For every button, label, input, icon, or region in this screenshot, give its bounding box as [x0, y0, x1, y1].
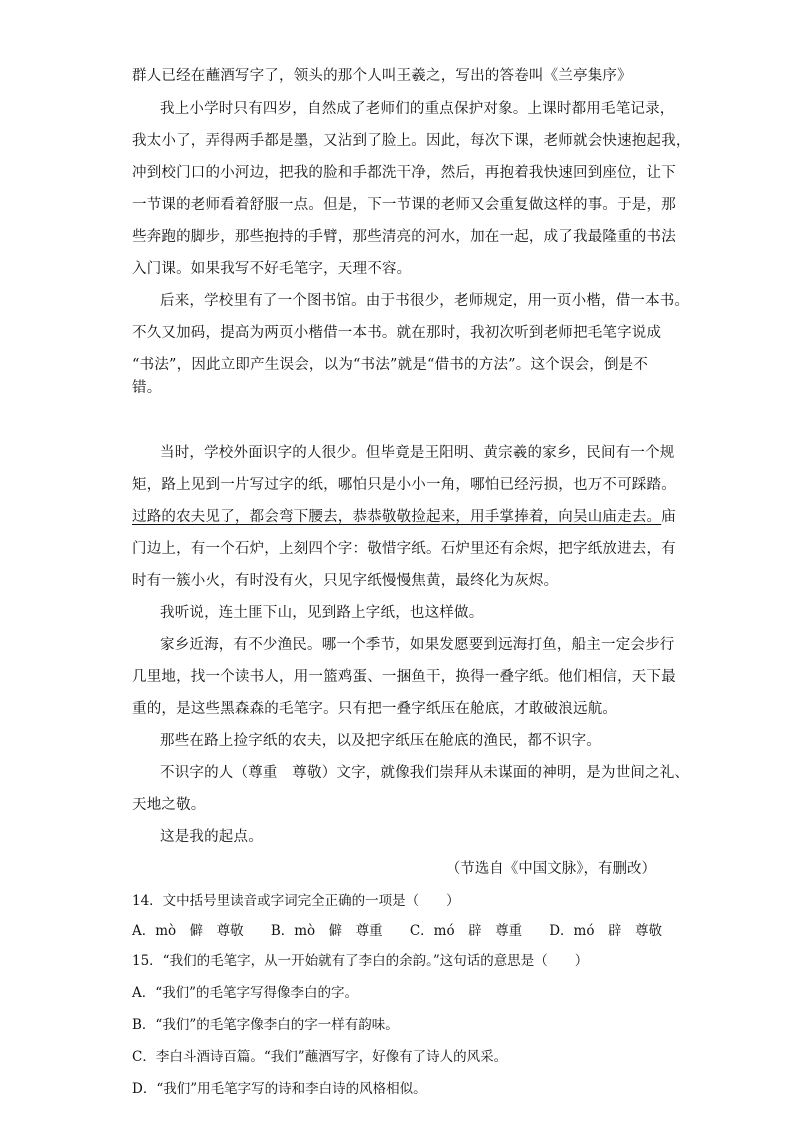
passage-line: 一节课的老师看着舒服一点。但是，下一节课的老师又会重复做这样的事。于是，那 [132, 197, 676, 213]
passage-line: 群人已经在蘸酒写字了，领头的那个人叫王羲之，写出的答卷叫《兰亭集序》 [132, 68, 632, 84]
passage-line: 错。 [132, 380, 162, 396]
passage-line: 我上小学时只有四岁，自然成了老师们的重点保护对象。上课时都用毛笔记录， [160, 101, 675, 117]
passage-line: 不识字的人（尊重 尊敬）文字，就像我们崇拜从未谋面的神明，是为世间之礼、 [160, 765, 690, 781]
passage-line: 家乡近海，有不少渔民。哪一个季节，如果发愿要到远海打鱼，船主一定会步行 [160, 637, 675, 653]
source-attribution: （节选自《中国文脉》，有删改） [445, 861, 656, 877]
passage-line: 重的，是这些黑森森的毛笔字。只有把一叠字纸压在舱底，才敢破浪远航。 [132, 701, 618, 717]
question-14-stem: 14．文中括号里读音或字词完全正确的一项是（ ） [132, 893, 460, 909]
passage-line: 那些在路上捡字纸的农夫，以及把字纸压在舱底的渔民，都不识字。 [160, 733, 601, 749]
passage-line: 这是我的起点。 [160, 829, 263, 845]
passage-line: “书法”，因此立即产生误会，以为“书法”就是“借书的方法”。这个误会，倒是不 [132, 357, 649, 373]
option-d: D．mó 辟 尊敬 [549, 923, 662, 939]
passage-line: 门边上，有一个石炉，上刻四个字：敬惜字纸。石炉里还有余烬，把字纸放进去，有 [132, 541, 676, 557]
option-a: A．“我们”的毛笔字写得像李白的字。 [132, 985, 359, 1001]
passage-line: 入门课。如果我写不好毛笔字，天理不容。 [132, 261, 412, 277]
line-end-text: 庙 [661, 509, 676, 525]
option-a: A．mò 僻 尊敬 [132, 923, 244, 939]
question-15-stem: 15．“我们的毛笔字，从一开始就有了李白的余韵。”这句话的意思是（ ） [132, 953, 589, 969]
underlined-sentence [132, 507, 676, 527]
option-c: C．mó 辟 尊重 [409, 923, 523, 939]
passage-line: 我太小了，弄得两手都是墨，又沾到了脸上。因此，每次下课，老师就会快速抱起我， [132, 133, 691, 149]
passage-line: 冲到校门口的小河边，把我的脸和手都洗干净，然后，再抱着我快速回到座位，让下 [132, 165, 676, 181]
passage-line: 矩，路上见到一片写过字的纸，哪怕只是小小一角，哪怕已经污损，也万不可踩踏。 [132, 477, 676, 493]
passage-line: 几里地，找一个读书人，用一篮鸡蛋、一捆鱼干，换得一叠字纸。他们相信，天下最 [132, 669, 676, 685]
question-14-options [132, 921, 662, 941]
option-b: B．“我们”的毛笔字像李白的字一样有韵味。 [132, 1017, 399, 1033]
option-c: C．李白斗酒诗百篇。“我们”蘸酒写字，好像有了诗人的风采。 [132, 1049, 508, 1065]
passage-line: 不久又加码，提高为两页小楷借一本书。就在那时，我初次听到老师把毛笔字说成 [132, 325, 662, 341]
passage-line: 当时，学校外面识字的人很少。但毕竟是王阳明、黄宗羲的家乡，民间有一个规 [160, 445, 675, 461]
passage-line: 时有一簇小火，有时没有火，只见字纸慢慢焦黄，最终化为灰烬。 [132, 573, 559, 589]
option-b: B．mò 僻 尊重 [270, 923, 383, 939]
option-d: D．“我们”用毛笔字写的诗和李白诗的风格相似。 [132, 1081, 427, 1097]
passage-line: 后来，学校里有了一个图书馆。由于书很少，老师规定，用一页小楷，借一本书。 [160, 293, 690, 309]
underlined-text: 过路的农夫见了，都会弯下腰去，恭恭敬敬捡起来，用手掌捧着，向吴山庙走去。 [132, 509, 662, 525]
passage-line: 些奔跑的脚步，那些抱持的手臂，那些清亮的河水，加在一起，成了我最隆重的书法 [132, 229, 676, 245]
passage-line: 天地之敬。 [132, 797, 206, 813]
passage-line: 我听说，连土匪下山，见到路上字纸，也这样做。 [160, 605, 484, 621]
